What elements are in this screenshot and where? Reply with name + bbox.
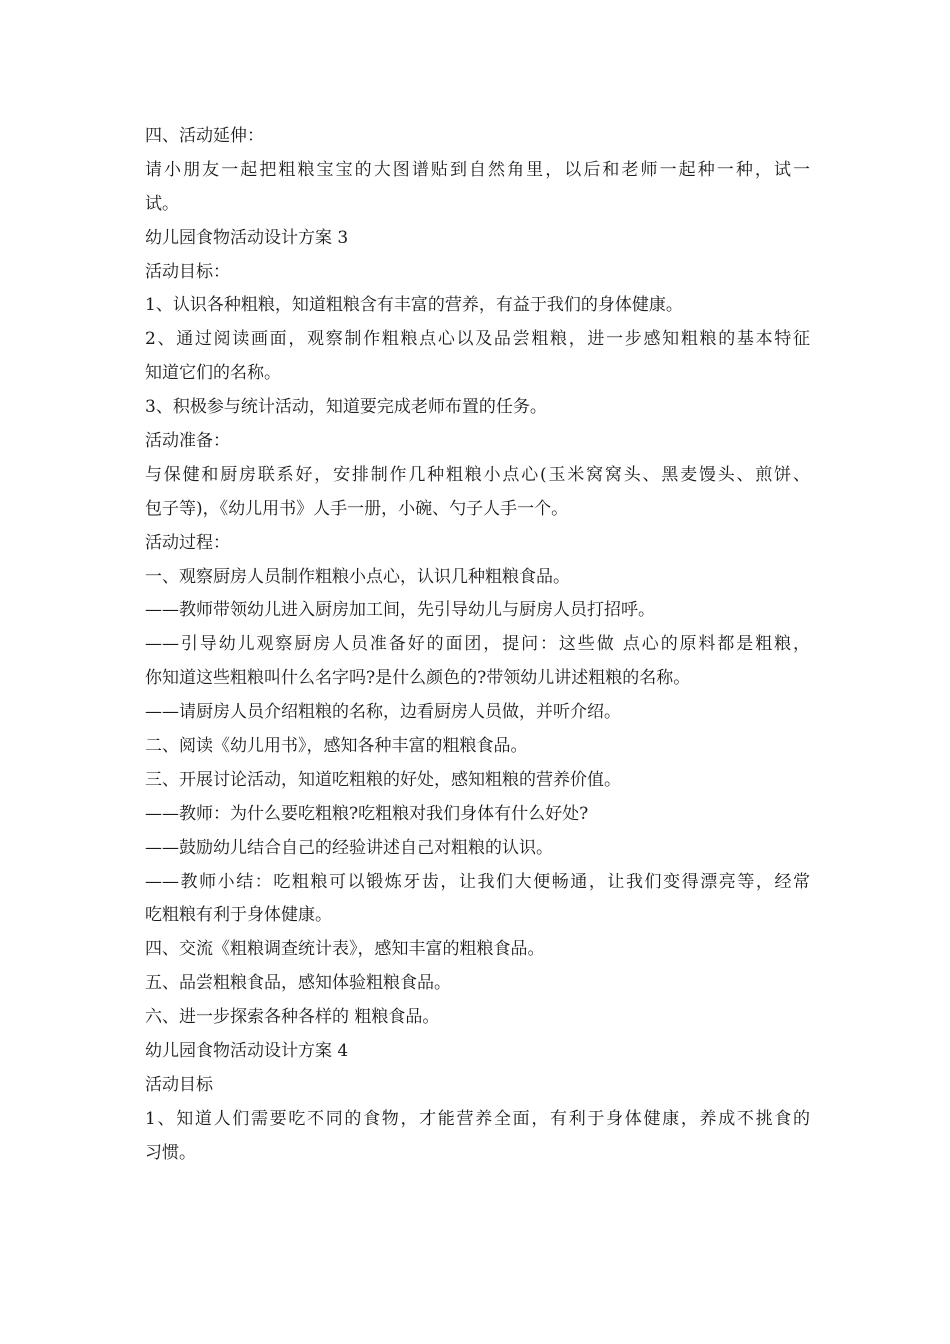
- text-line: 幼儿园食物活动设计方案 4: [145, 1041, 349, 1062]
- text-line: 吃粗粮有利于身体健康。: [145, 905, 332, 926]
- text-line: ——请厨房人员介绍粗粮的名称，边看厨房人员做，并听介绍。: [145, 702, 621, 723]
- text-line: ——教师带领幼儿进入厨房加工间，先引导幼儿与厨房人员打招呼。: [145, 600, 655, 621]
- text-line: 一、观察厨房人员制作粗粮小点心，认识几种粗粮食品。: [145, 566, 570, 587]
- document-body: [145, 120, 810, 1171]
- text-line: 与保健和厨房联系好，安排制作几种粗粮小点心(玉米窝窝头、黑麦馒头、煎饼、: [145, 464, 810, 485]
- text-line: 幼儿园食物活动设计方案 3: [145, 227, 349, 248]
- text-line: 四、活动延伸：: [145, 126, 264, 146]
- text-line: 活动目标: [145, 1074, 213, 1095]
- text-line: ——鼓励幼儿结合自己的经验讲述自己对粗粮的认识。: [145, 837, 553, 858]
- text-line: 知道它们的名称。: [145, 363, 281, 384]
- text-line: 活动过程：: [145, 532, 230, 553]
- text-line: 包子等)，《幼儿用书》人手一册，小碗、勺子人手一个。: [145, 498, 569, 519]
- text-line: 活动目标：: [145, 261, 230, 282]
- text-line: 你知道这些粗粮叫什么名字吗?是什么颜色的?带领幼儿讲述粗粮的名称。: [145, 668, 691, 689]
- text-line: 2、通过阅读画面，观察制作粗粮点心以及品尝粗粮，进一步感知粗粮的基本特征: [145, 329, 810, 350]
- text-line: ——引导幼儿观察厨房人员准备好的面团，提问：这些做 点心的原料都是粗粮，: [145, 634, 810, 655]
- text-line: 3、积极参与统计活动，知道要完成老师布置的任务。: [145, 397, 547, 418]
- text-line: 五、品尝粗粮食品，感知体验粗粮食品。: [145, 973, 451, 994]
- text-line: 请小朋友一起把粗粮宝宝的大图谱贴到自然角里，以后和老师一起种一种，试一: [145, 159, 810, 180]
- text-line: 活动准备：: [145, 431, 230, 452]
- text-line: 四、交流《粗粮调查统计表》，感知丰富的粗粮食品。: [145, 939, 545, 960]
- text-line: 六、进一步探索各种各样的 粗粮食品。: [145, 1007, 440, 1028]
- text-line: 二、阅读《幼儿用书》，感知各种丰富的粗粮食品。: [145, 736, 528, 757]
- text-line: 1、知道人们需要吃不同的食物，才能营养全面，有利于身体健康，养成不挑食的: [145, 1108, 810, 1129]
- text-line: ——教师：为什么要吃粗粮?吃粗粮对我们身体有什么好处?: [145, 803, 589, 824]
- text-line: 1、认识各种粗粮，知道粗粮含有丰富的营养，有益于我们的身体健康。: [145, 295, 683, 316]
- text-line: 习惯。: [145, 1142, 196, 1163]
- text-line: 试。: [145, 193, 179, 214]
- text-line: 三、开展讨论活动，知道吃粗粮的好处，感知粗粮的营养价值。: [145, 769, 621, 790]
- text-line: ——教师小结：吃粗粮可以锻炼牙齿，让我们大便畅通，让我们变得漂亮等，经常: [145, 871, 810, 892]
